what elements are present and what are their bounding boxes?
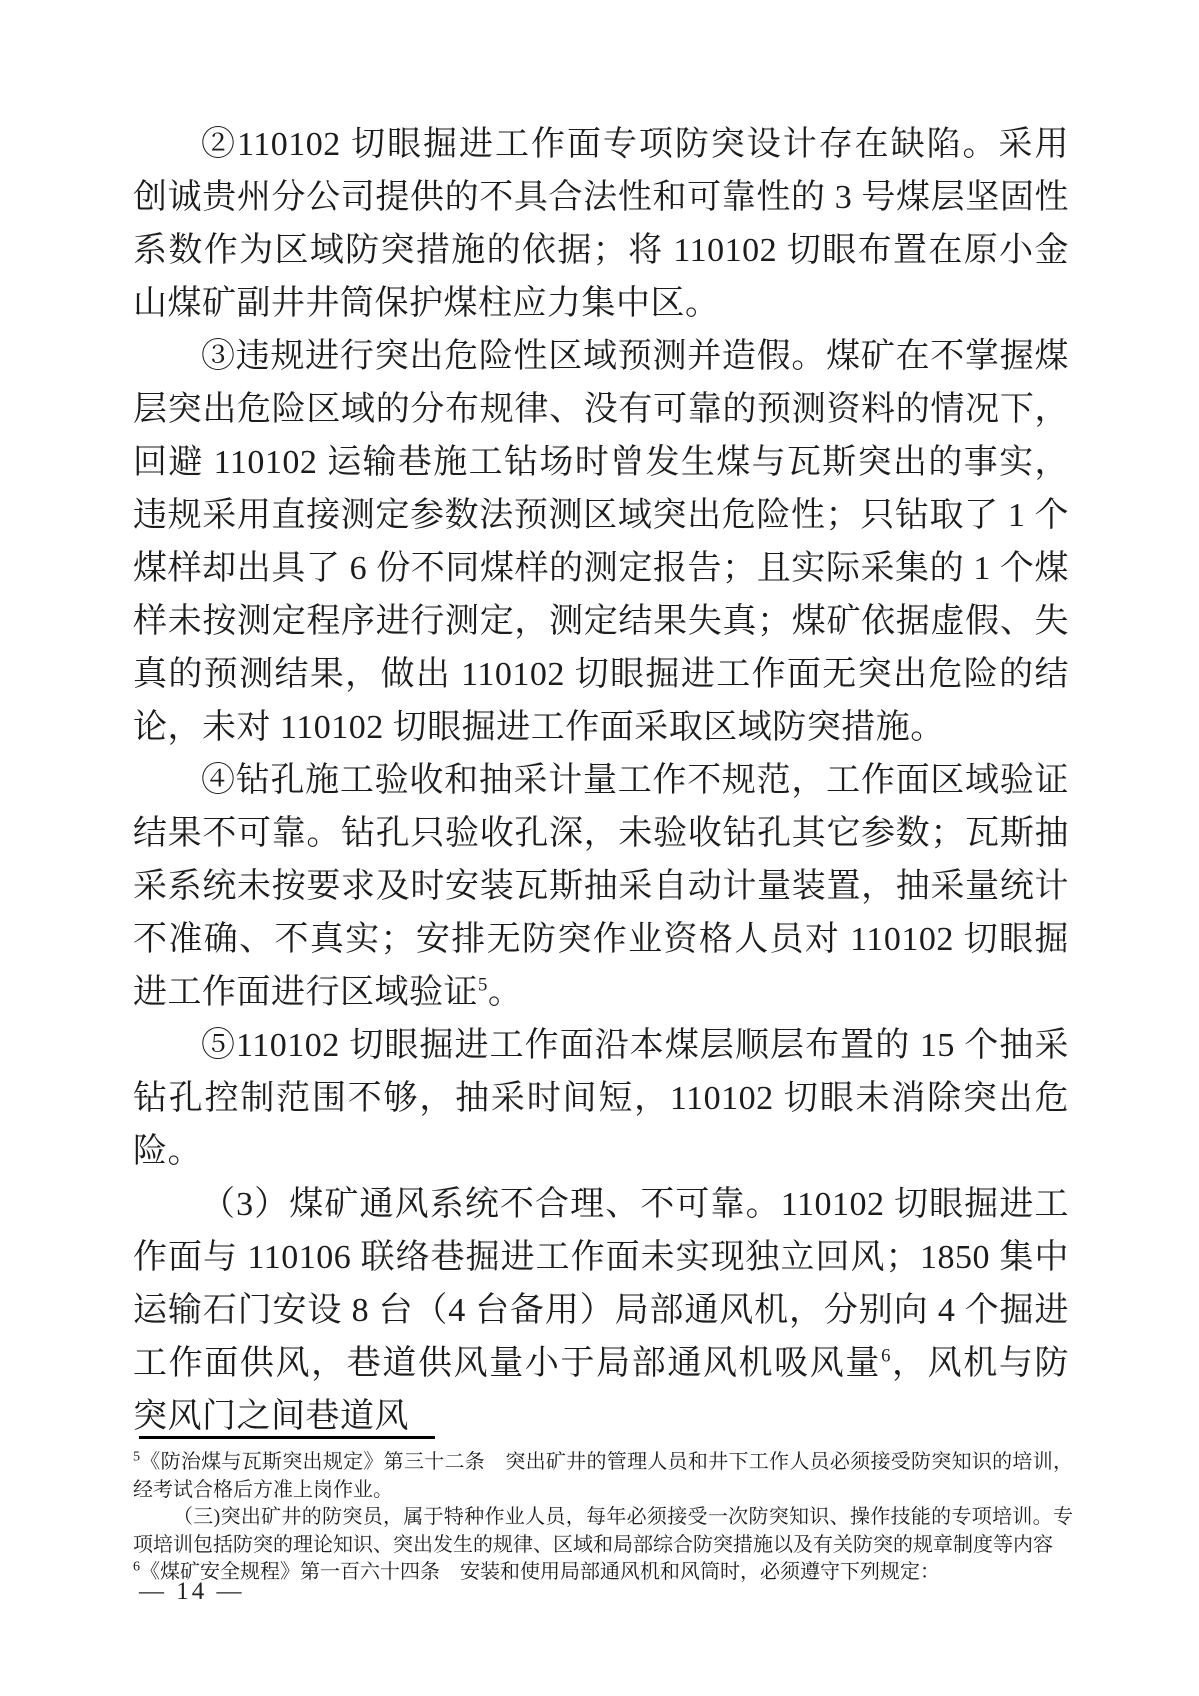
- footnote-item: $^6$《煤矿安全规程》第一百六十四条 安装和使用局部通风机和风筒时，必须遵守下列规定：: [133, 1559, 940, 1583]
- body-paragraph: （3）煤矿通风系统不合理、不可靠。110102 切眼掘进工作面与 110106 联络巷掘进工作面未实现独立回风；1850 集中运输石门安设 8 台（4 台备用）局部通风机，分别向 4 个掘进工作面供风，巷道供风量小于局部通风机吸风量$^6$，风机与防突风门之间巷道风: [133, 1186, 1070, 1435]
- body-paragraph: ④钻孔施工验收和抽采计量工作不规范，工作面区域验证结果不可靠。钻孔只验收孔深，未验收钻孔其它参数；瓦斯抽采系统未按要求及时安装瓦斯抽采自动计量装置，抽采量统计不准确、不真实；安排无防突作业资格人员对 110102 切眼掘进工作面进行区域验证$^5$。: [133, 762, 1069, 1011]
- body-paragraph: ③违规进行突出危险性区域预测并造假。煤矿在不掌握煤层突出危险区域的分布规律、没有可靠的预测资料的情况下，回避 110102 运输巷施工钻场时曾发生煤与瓦斯突出的事实，违规采用直接测定参数法预测区域突出危险性；只钻取了 1 个煤样却出具了 6 份不同煤样的测定报告；且实际采集的 1 个煤样未按测定程序进行测定，测定结果失真；煤矿依据虚假、失真的预测结果，做出 110102 切眼掘进工作面无突出危险的结论，未对 110102 切眼掘进工作面采取区域防突措施。: [133, 338, 1069, 746]
- footnote-ref: 6: [881, 1345, 891, 1367]
- footnote-item: $^5$《防治煤与瓦斯突出规定》第三十二条 突出矿井的管理人员和井下工作人员必须接受防突知识的培训，经考试合格后方准上岗作业。: [133, 1449, 1073, 1501]
- footnote-ref: 6: [133, 1559, 140, 1575]
- footnote-ref: 5: [133, 1449, 140, 1465]
- footnote-ref: 5: [478, 974, 488, 996]
- body-paragraph: ②110102 切眼掘进工作面专项防突设计存在缺陷。采用创诚贵州分公司提供的不具合法性和可靠性的 3 号煤层坚固性系数作为区域防突措施的依据；将 110102 切眼布置在原小金山煤矿副井井筒保护煤柱应力集中区。: [133, 126, 1069, 322]
- body-paragraph: ⑤110102 切眼掘进工作面沿本煤层顺层布置的 15 个抽采钻孔控制范围不够，抽采时间短，110102 切眼未消除突出危险。: [133, 1027, 1069, 1170]
- footnote-separator: [139, 1436, 435, 1439]
- footnotes-section: [133, 1449, 1073, 1587]
- footnote-item: （三)突出矿井的防突员，属于特种作业人员，每年必须接受一次防突知识、操作技能的专项培训。专项培训包括防突的理论知识、突出发生的规律、区域和局部综合防突措施以及有关防突的规章制度等内容: [133, 1506, 1073, 1556]
- page-number: — 14 —: [139, 1578, 245, 1605]
- document-body: [133, 118, 1069, 1443]
